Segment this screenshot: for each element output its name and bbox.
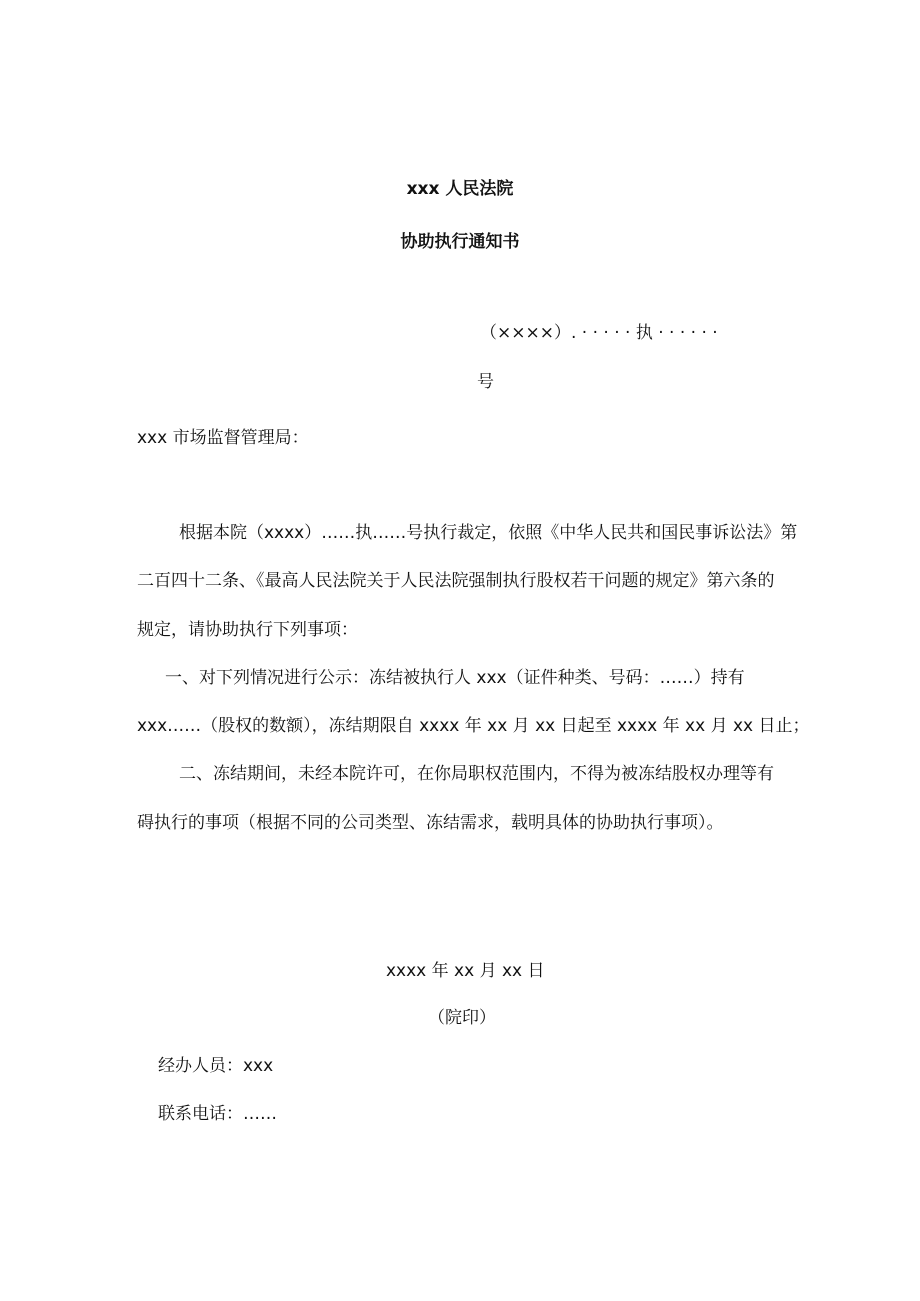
body-line: 根据本院（xxxx）……执……号执行裁定，依照《中华人民共和国民事诉讼法》第 xyxy=(179,523,798,543)
body-line: xxx……（股权的数额），冻结期限自 xxxx 年 xx 月 xx 日起至 xxxx 年 xx 月 xx 日止； xyxy=(137,716,810,736)
recipient: xxx 市场监督管理局： xyxy=(137,428,309,448)
body-line: 一、对下列情况进行公示：冻结被执行人 xxx（证件种类、号码：……）持有 xyxy=(165,668,745,688)
handler-info: 经办人员：xxx xyxy=(158,1056,274,1076)
body-line: 二、冻结期间，未经本院许可，在你局职权范围内，不得为被冻结股权办理等有 xyxy=(179,764,774,784)
court-seal-label: （院印） xyxy=(428,1008,496,1028)
body-line: 二百四十二条、《最高人民法院关于人民法院强制执行股权若干问题的规定》第六条的 xyxy=(137,571,775,591)
court-name: xxx 人民法院 xyxy=(406,179,514,199)
case-number-line2: 号 xyxy=(477,372,494,392)
body-line: 规定，请协助执行下列事项： xyxy=(137,620,358,640)
body-line: 碍执行的事项（根据不同的公司类型、冻结需求，载明具体的协助执行事项）。 xyxy=(137,813,724,833)
document-title: 协助执行通知书 xyxy=(400,232,520,252)
issue-date: xxxx 年 xx 月 xx 日 xyxy=(386,961,545,981)
case-number-line1: （××××）. · · · · · 执 · · · · · · xyxy=(480,323,718,343)
contact-phone: 联系电话：…… xyxy=(158,1104,277,1124)
